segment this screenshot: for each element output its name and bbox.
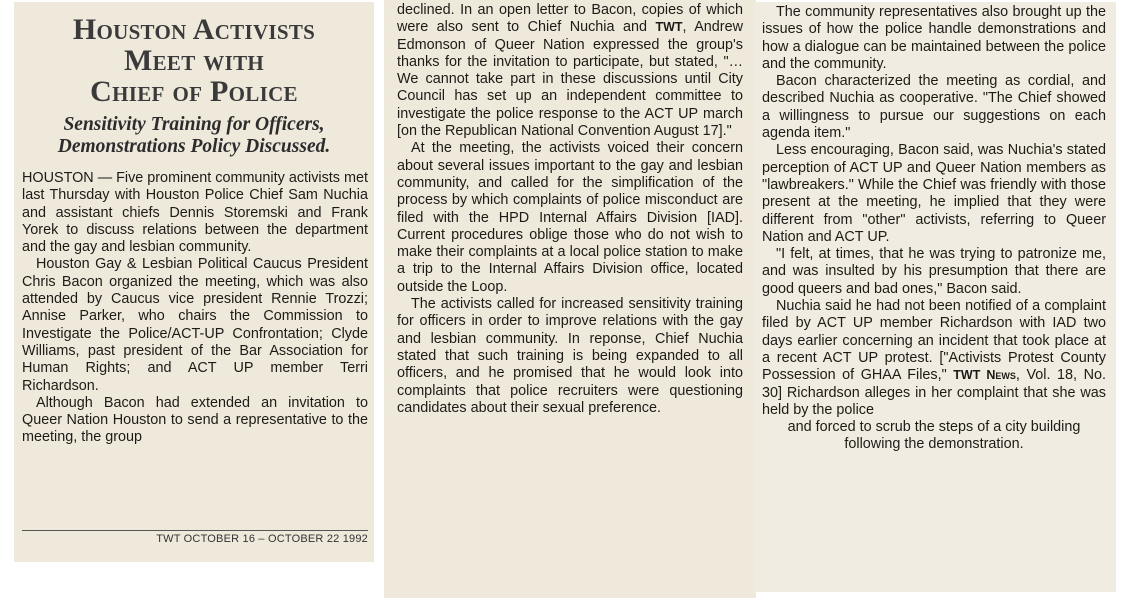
headline [20, 14, 368, 107]
subheadline [20, 114, 368, 158]
footer-rule [22, 530, 368, 531]
article-column-1 [22, 170, 368, 447]
text-run: declined. In an open letter to Bacon, copies of which were also sent to Chief Nuchia and [397, 2, 743, 36]
paragraph: At the meeting, the activists voiced their concern about several issues important to the gay and lesbian community, and called for the simplification of the process by which complaints of police misconduct are filed with the HPD Internal Affairs Division [IAD]. Current procedures oblige those who do not wish to make their complaints at a local police station to make a trip to the Internal Affairs Division office, located outside the Loop. [397, 140, 743, 295]
text-run: , Andrew Edmonson of Queer Nation expressed the group's thanks for the invitation to participate, but stated, "…We cannot take part in these discussions until City Council has set up an independent committee to investigate the police response to the ACT UP march [on the Republican National Convention August 17]." [397, 19, 743, 140]
paragraph: "I felt, at times, that he was trying to patronize me, and was insulted by his presumption that there are good queers and bad ones," Bacon said. [762, 246, 1106, 297]
paragraph [397, 2, 743, 140]
article-column-2 [397, 2, 743, 417]
text-run: , Vol. 18, No. 30] Richardson alleges in her complaint that she was held by the police [762, 367, 1106, 418]
publication-name: TWT News [953, 368, 1016, 383]
paragraph: Houston Gay & Lesbian Political Caucus President Chris Bacon organized the meeting, which was also attended by Caucus vice president Rennie Trozzi; Annise Parker, who chairs the Commission to Investigate the Police/ACT-UP Confrontation; Clyde Williams, past president of the Bar Association for Human Rights; and ACT UP member Terri Richardson. [22, 256, 368, 394]
subheadline-line-2: Demonstrations Policy Discussed. [57, 136, 331, 157]
subheadline-line-1: Sensitivity Training for Officers, [63, 114, 325, 135]
article-column-3 [762, 4, 1106, 454]
paragraph: The community representatives also brought up the issues of how the police handle demonstrations and how a dialogue can be maintained between the police and the community. [762, 4, 1106, 72]
paragraph: and forced to scrub the steps of a city building following the demonstration. [787, 419, 1081, 453]
paragraph [762, 298, 1106, 419]
headline-line-1: Houston Activists [72, 13, 316, 46]
paragraph: The activists called for increased sensitivity training for officers in order to improve relations with the gay and lesbian community. In reponse, Chief Nuchia stated that such training is being expanded to all officers, and he promised that he would look into complaints that police recruiters were questioning candidates about their sexual preference. [397, 296, 743, 416]
paragraph: HOUSTON — Five prominent community activists met last Thursday with Houston Police Chief Sam Nuchia and assistant chiefs Dennis Storemski and Frank Yorek to discuss relations between the department and the gay and lesbian community. [22, 170, 368, 256]
publication-dateline: TWT OCTOBER 16 – OCTOBER 22 1992 [156, 533, 368, 545]
text-run: Nuchia said he had not been notified of a complaint filed by ACT UP member Richardson with IAD two days earlier concerning an incident that took place at a recent ACT UP protest. ["Activists Protest County Possession of GHAA Files," [762, 298, 1106, 384]
paragraph: Bacon characterized the meeting as cordial, and described Nuchia as cooperative. "The Chief showed a willingness to pursue our suggestions on each agenda item." [762, 73, 1106, 142]
headline-line-2: Meet with [123, 44, 265, 77]
paragraph: Although Bacon had extended an invitation to Queer Nation Houston to send a representative to the meeting, the group [22, 394, 368, 446]
publication-name: TWT [655, 20, 683, 35]
paragraph: Less encouraging, Bacon said, was Nuchia's stated perception of ACT UP and Queer Nation members as "lawbreakers." While the Chief was friendly with those present at the meeting, he implied that they were different from "other" activists, referring to Queer Nation and ACT UP. [762, 142, 1106, 245]
headline-line-3: Chief of Police [90, 75, 298, 108]
